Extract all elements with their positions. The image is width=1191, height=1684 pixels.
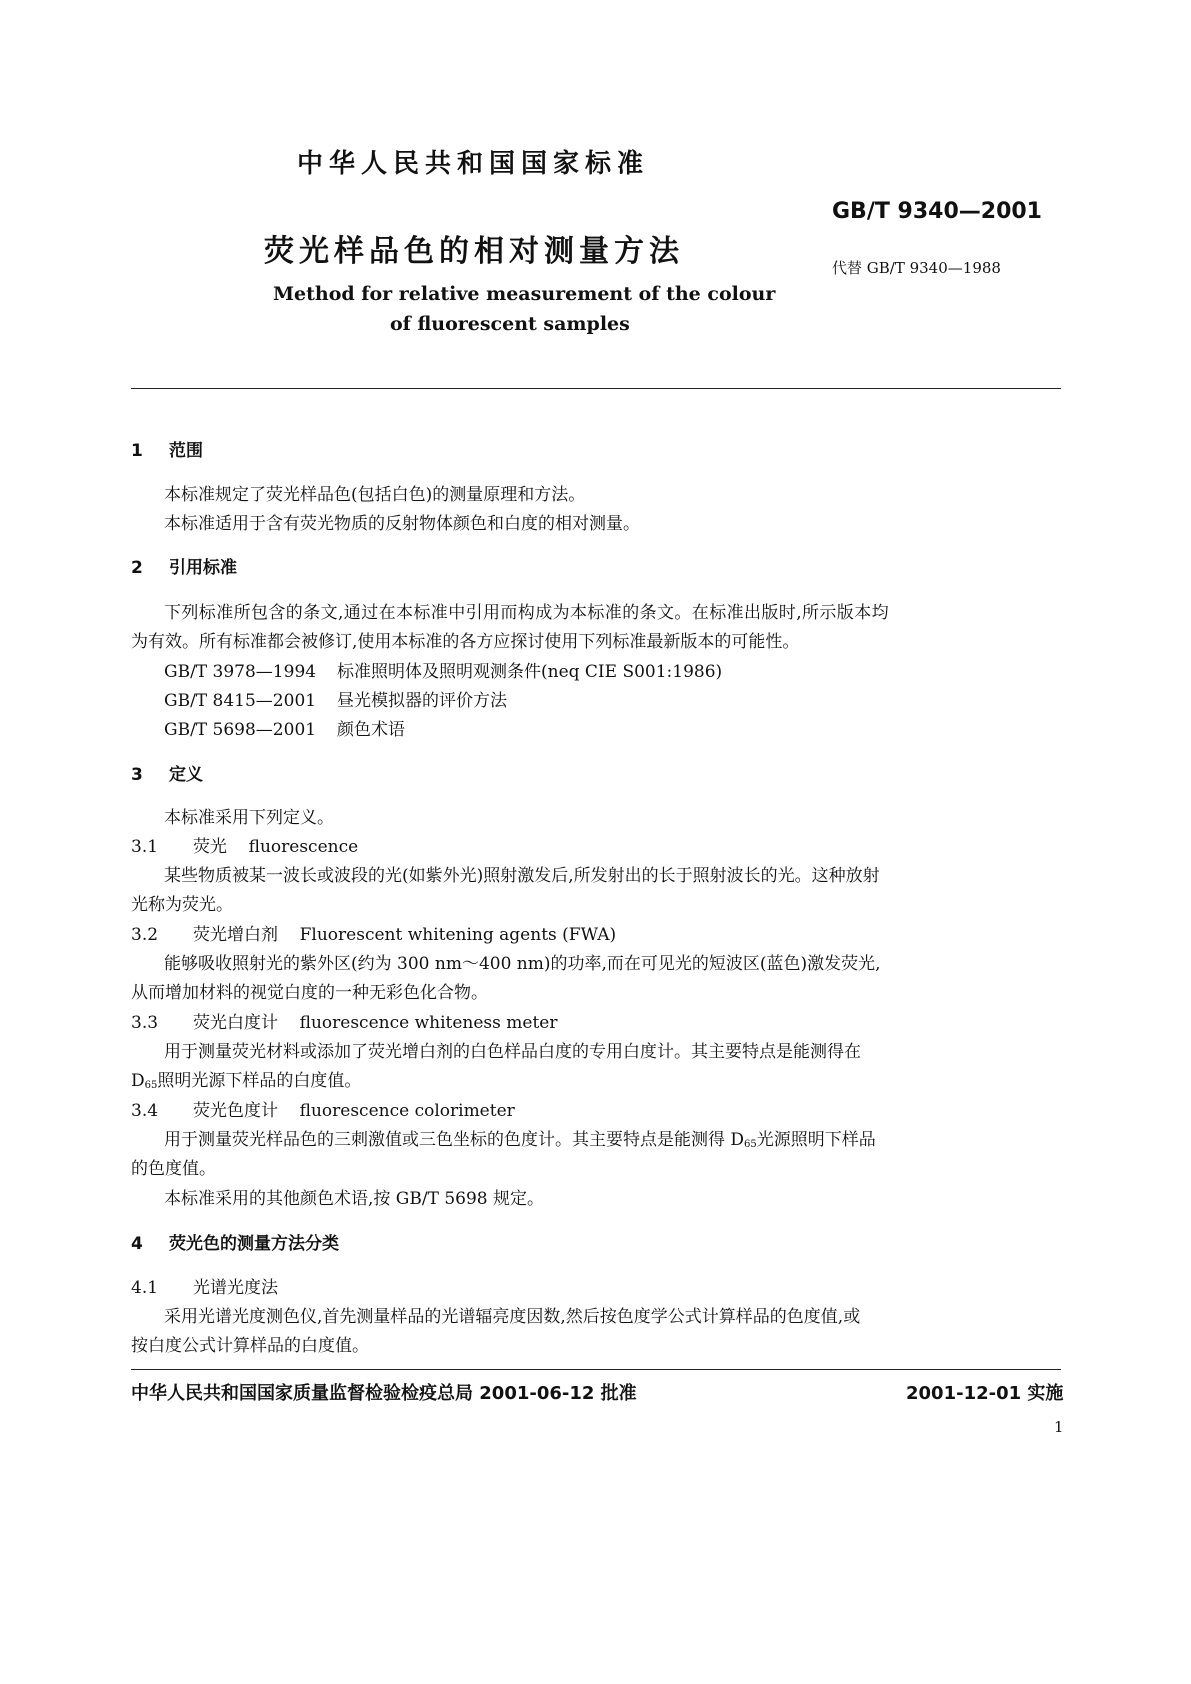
section-4-heading: 4 荧光色的测量方法分类 (131, 1234, 339, 1254)
definition-3-3-text-line-1: 用于测量荧光材料或添加了荧光增白剂的白色样品白度的专用白度计。其主要特点是能测得在 (164, 1042, 861, 1062)
standard-number: GB/T 9340—2001 (832, 199, 1042, 224)
definition-3-4-text-line-2: 的色度值。 (131, 1159, 216, 1179)
definition-3-1-text-line-2: 光称为荧光。 (131, 895, 233, 915)
document-title-en-line2: of fluorescent samples (390, 313, 630, 335)
section-3-heading: 3 定义 (131, 765, 203, 785)
definition-3-2-term: 3.2 荧光增白剂 Fluorescent whitening agents (FWA) (131, 925, 617, 945)
issuing-authority: 中华人民共和国国家质量监督检验检疫总局 2001-06-12 批准 (131, 1383, 637, 1404)
effective-date: 2001-12-01 实施 (906, 1383, 1064, 1404)
document-title-en-line1: Method for relative measurement of the colour (273, 283, 776, 305)
definition-3-4-term: 3.4 荧光色度计 fluorescence colorimeter (131, 1101, 515, 1121)
footer-divider (131, 1369, 1061, 1370)
national-standard-heading: 中华人民共和国国家标准 (297, 149, 650, 179)
reference-item: GB/T 3978—1994 标准照明体及照明观测条件(neq CIE S001:1986) (164, 662, 723, 682)
section-1-heading: 1 范围 (131, 441, 203, 461)
subsection-4-1-text-line-1: 采用光谱光度测色仪,首先测量样品的光谱辐亮度因数,然后按色度学公式计算样品的色度值,或 (164, 1307, 861, 1327)
subsection-4-1-heading: 4.1 光谱光度法 (131, 1278, 278, 1298)
replaces-standard: 代替 GB/T 9340—1988 (832, 259, 1001, 277)
definition-3-2-text-line-1: 能够吸收照射光的紫外区(约为 300 nm～400 nm)的功率,而在可见光的短波区(蓝色)激发荧光, (164, 954, 881, 974)
definition-3-3-term: 3.3 荧光白度计 fluorescence whiteness meter (131, 1013, 558, 1033)
definition-3-2-text-line-2: 从而增加材料的视觉白度的一种无彩色化合物。 (131, 983, 488, 1003)
header-divider (131, 388, 1061, 389)
reference-item: GB/T 8415—2001 昼光模拟器的评价方法 (164, 691, 507, 711)
definition-3-1-term: 3.1 荧光 fluorescence (131, 837, 359, 857)
section-2-heading: 2 引用标准 (131, 558, 237, 578)
section-2-paragraph-line-1: 下列标准所包含的条文,通过在本标准中引用而构成为本标准的条文。在标准出版时,所示版本均 (164, 603, 890, 623)
definition-3-1-text-line-1: 某些物质被某一波长或波段的光(如紫外光)照射激发后,所发射出的长于照射波长的光。这种放射 (164, 866, 880, 886)
reference-item: GB/T 5698—2001 颜色术语 (164, 720, 405, 740)
definition-3-4-text-line-1: 用于测量荧光样品色的三刺激值或三色坐标的色度计。其主要特点是能测得 $D_{65}$光源照明下样品 (164, 1130, 876, 1150)
definition-3-3-text-line-2: $D_{65}$照明光源下样品的白度值。 (131, 1071, 362, 1091)
section-1-paragraph-1: 本标准规定了荧光样品色(包括白色)的测量原理和方法。 (164, 485, 586, 505)
section-3-intro: 本标准采用下列定义。 (164, 808, 334, 828)
section-1-paragraph-2: 本标准适用于含有荧光物质的反射物体颜色和白度的相对测量。 (164, 514, 640, 534)
subsection-4-1-text-line-2: 按白度公式计算样品的白度值。 (131, 1336, 369, 1356)
page-number: 1 (1054, 1418, 1064, 1436)
document-title-cn: 荧光样品色的相对测量方法 (264, 234, 684, 269)
section-2-paragraph-line-2: 为有效。所有标准都会被修订,使用本标准的各方应探讨使用下列标准最新版本的可能性。 (131, 632, 800, 652)
section-3-closing: 本标准采用的其他颜色术语,按 GB/T 5698 规定。 (164, 1189, 545, 1209)
